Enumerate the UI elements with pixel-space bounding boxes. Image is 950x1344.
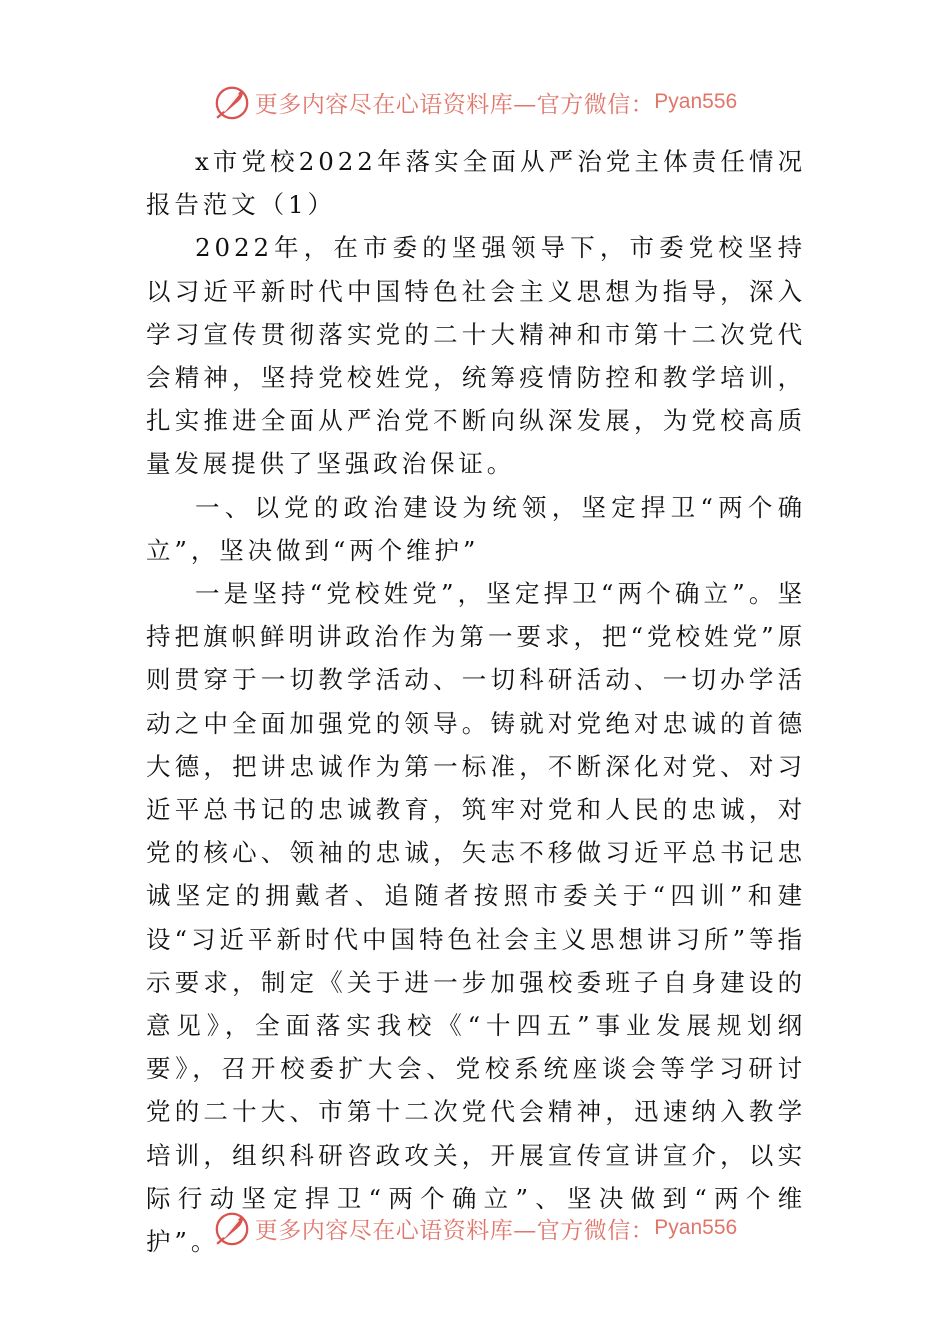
document-title: x市党校2022年落实全面从严治党主体责任情况报告范文（1）: [146, 147, 806, 220]
paragraph-section-1: 一是坚持“党校姓党”，坚定捍卫“两个确立”。坚持把旗帜鲜明讲政治作为第一要求，把“党校姓党”原则贯穿于一切教学活动、一切科研活动、一切办学活动之中全面加强党的领导。铸就对党绝对忠诚的首德大德，把讲忠诚作为第一标准，不断深化对党、对习近平总书记的忠诚教育，筑牢对党和人民的忠诚，对党的核心、领袖的忠诚，矢志不移做习近平总书记忠诚坚定的拥戴者、追随者按照市委关于“四训”和建设“习近平新时代中国特色社会主义思想讲习所”等指示要求，制定《关于进一步加强校委班子自身建设的意见》，全面落实我校《“十四五”事业发展规划纲要》，召开校委扩大会、党校系统座谈会等学习研讨党的二十大、市第十二次党代会精神，迅速纳入教学培训，组织科研咨政攻关，开展宣传宣讲宣介，以实际行动坚定捍卫“两个确立”、坚决做到“两个维护”。: [146, 579, 806, 1257]
document-body: [146, 140, 806, 1263]
paragraph-intro: 2022年，在市委的坚强领导下，市委党校坚持以习近平新时代中国特色社会主义思想为指导，深入学习宣传贯彻落实党的二十大精神和市第十二次党代会精神，坚持党校姓党，统筹疫情防控和教学培训，扎实推进全面从严治党不断向纵深发展，为党校高质量发展提供了坚强政治保证。: [146, 233, 806, 479]
banner-wechat-id: Pyan556: [654, 1216, 738, 1239]
header-watermark-banner: [0, 82, 950, 122]
quill-logo-icon: [213, 83, 251, 121]
section-heading-1: 一、以党的政治建设为统领，坚定捍卫“两个确立”，坚决做到“两个维护”: [146, 492, 806, 565]
banner-text: 更多内容尽在心语资料库—官方微信：: [254, 91, 655, 118]
banner-wechat-id: Pyan556: [654, 90, 738, 113]
footer-watermark-banner: [0, 1208, 950, 1248]
banner-text: 更多内容尽在心语资料库—官方微信：: [254, 1217, 655, 1244]
quill-logo-icon: [213, 1209, 251, 1247]
